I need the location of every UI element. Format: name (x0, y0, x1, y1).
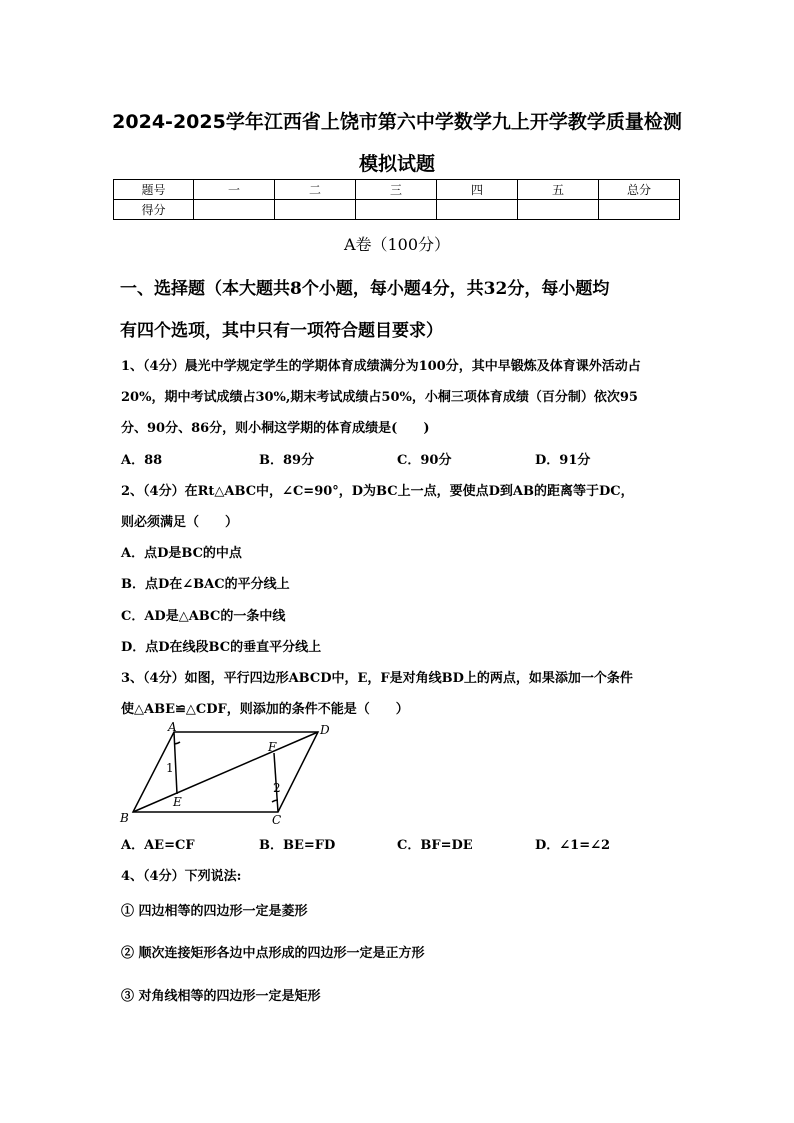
score-cell (599, 200, 680, 220)
q2-option-c: C．AD是△ABC的一条中线 (121, 609, 286, 624)
q1-stem-line2: 20%，期中考试成绩占30%,期末考试成绩占50%，小桐三项体育成绩（百分制）依次95 (121, 390, 638, 405)
score-cell (437, 200, 518, 220)
score-cell: 一 (194, 180, 275, 200)
label-angle-2: 2 (273, 781, 281, 795)
q3-stem-line1: 3、（4分）如图，平行四边形ABCD中，E，F是对角线BD上的两点，如果添加一个条件 (121, 671, 633, 686)
q3-option-a: A．AE=CF (121, 838, 195, 853)
q2-option-d: D．点D在线段BC的垂直平分线上 (121, 640, 322, 655)
q1-option-b: B．89分 (259, 453, 315, 468)
q1-stem-line3: 分、90分、86分，则小桐这学期的体育成绩是( ) (121, 421, 430, 436)
section-heading-line2: 有四个选项，其中只有一项符合题目要求） (120, 321, 443, 341)
score-table (113, 179, 680, 220)
q1-option-a: A．88 (121, 453, 163, 468)
q2-option-b: B．点D在∠BAC的平分线上 (121, 577, 290, 592)
segment-ae (174, 732, 177, 794)
score-cell: 得分 (114, 200, 194, 220)
q2-stem-line2: 则必须满足（ ） (121, 515, 239, 530)
label-a: A (168, 722, 177, 734)
label-c: C (272, 813, 282, 827)
label-f: F (268, 740, 277, 754)
label-e: E (173, 795, 182, 809)
q3-option-c: C．BF=DE (397, 838, 473, 853)
label-b: B (120, 811, 129, 825)
q1-stem-line1: 1、（4分）晨光中学规定学生的学期体育成绩满分为100分，其中早锻炼及体育课外活动占 (121, 359, 641, 374)
score-cell: 题号 (114, 180, 194, 200)
q2-stem-line1: 2、（4分）在Rt△ABC中，∠C=90°，D为BC上一点，要使点D到AB的距离等于DC， (121, 484, 634, 499)
score-cell: 三 (356, 180, 437, 200)
score-table-score-row (114, 200, 680, 220)
q3-option-d: D．∠1=∠2 (535, 838, 611, 853)
q4-stem: 4、（4分）下列说法: (121, 869, 242, 884)
q4-statement-3: ③ 对角线相等的四边形一定是矩形 (121, 989, 321, 1004)
score-cell: 二 (275, 180, 356, 200)
q3-stem-line2: 使△ABE≌△CDF，则添加的条件不能是（ ） (121, 702, 409, 717)
q4-statement-2: ② 顺次连接矩形各边中点形成的四边形一定是正方形 (121, 946, 425, 961)
section-heading-line1: 一、选择题（本大题共8个小题，每小题4分，共32分，每小题均 (120, 279, 610, 299)
q3-option-b: B．BE=FD (259, 838, 336, 853)
q3-parallelogram-figure (112, 722, 337, 827)
score-cell (194, 200, 275, 220)
q1-option-c: C．90分 (397, 453, 452, 468)
q4-statement-1: ① 四边相等的四边形一定是菱形 (121, 904, 308, 919)
volume-label: A卷（100分） (343, 235, 451, 254)
q1-option-d: D．91分 (535, 453, 591, 468)
label-angle-1: 1 (166, 761, 174, 775)
page-title-line2: 模拟试题 (358, 153, 435, 175)
diagonal-bd (133, 732, 318, 812)
score-cell (356, 200, 437, 220)
score-cell: 四 (437, 180, 518, 200)
score-cell: 总分 (599, 180, 680, 200)
score-cell (518, 200, 599, 220)
score-table-header-row (114, 180, 680, 200)
page-title-line1: 2024-2025学年江西省上饶市第六中学数学九上开学教学质量检测 (112, 111, 682, 133)
label-d: D (320, 723, 330, 737)
q2-option-a: A．点D是BC的中点 (121, 546, 242, 561)
score-cell (275, 200, 356, 220)
score-cell: 五 (518, 180, 599, 200)
